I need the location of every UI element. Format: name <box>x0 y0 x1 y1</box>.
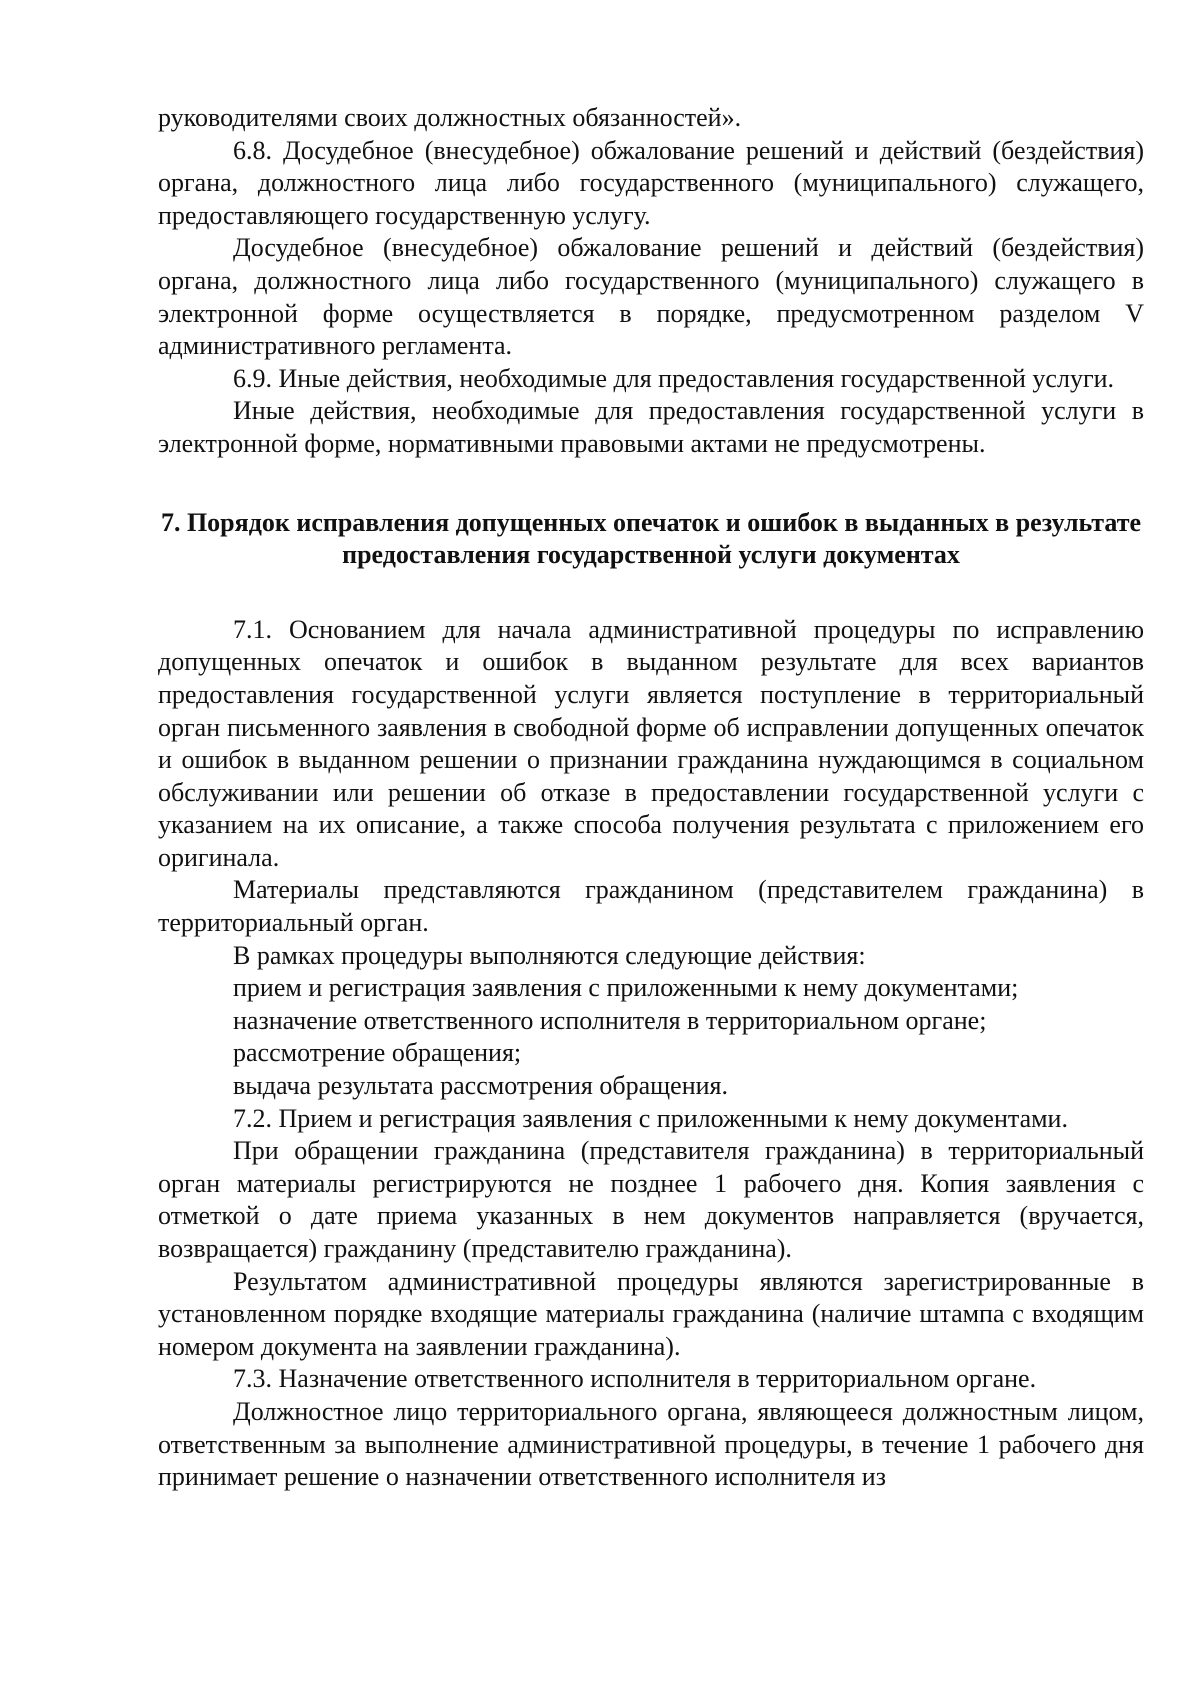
paragraph: Должностное лицо территориального органа, являющееся должностным лицом, ответственным за выполнение административной процедуры, в течение 1 рабочего дня принимает решение о назначении ответственного исполнителя из <box>158 1396 1144 1492</box>
paragraph: Иные действия, необходимые для предоставления государственной услуги в электронной форме, нормативными правовыми актами не предусмотрены. <box>158 396 1144 458</box>
paragraph-7-1: 7.1. Основанием для начала административной процедуры по исправлению допущенных опечаток и ошибок в выданном результате для всех вариантов предоставления государственной услуги является поступление в территориальный орган письменного заявления в свободной форме об исправлении допущенных опечаток и ошибок в выданном решении о признании гражданина нуждающимся в социальном обслуживании или решении об отказе в предоставлении государственной услуги с указанием на их описание, а также способа получения результата с приложением его оригинала. <box>158 614 1144 872</box>
paragraph-7-3: 7.3. Назначение ответственного исполнителя в территориальном органе. <box>233 1364 1037 1394</box>
paragraph: В рамках процедуры выполняются следующие действия: <box>233 940 866 970</box>
list-item: выдача результата рассмотрения обращения. <box>233 1071 728 1101</box>
paragraph: Результатом административной процедуры являются зарегистрированные в установленном порядке входящие материалы гражданина (наличие штампа с входящим номером документа на заявлении гражданина). <box>158 1266 1144 1361</box>
list-item: рассмотрение обращения; <box>233 1038 522 1068</box>
paragraph: При обращении гражданина (представителя гражданина) в территориальный орган материалы регистрируются не позднее 1 рабочего дня. Копия заявления с отметкой о дате приема указанных в нем документов направляется (вручается, возвращается) гражданину (представителю гражданина). <box>158 1136 1144 1263</box>
paragraph: руководителями своих должностных обязанностей». <box>158 103 742 132</box>
paragraph-6-9: 6.9. Иные действия, необходимые для предоставления государственной услуги. <box>233 363 1115 393</box>
paragraph-7-2: 7.2. Прием и регистрация заявления с приложенными к нему документами. <box>233 1103 1068 1133</box>
list-item: назначение ответственного исполнителя в территориальном органе; <box>233 1005 987 1035</box>
paragraph: Материалы представляются гражданином (представителем гражданина) в территориальный орган. <box>158 875 1144 938</box>
list-item: прием и регистрация заявления с приложенными к нему документами; <box>233 973 1019 1003</box>
document-page <box>158 102 1144 1494</box>
paragraph-6-8: 6.8. Досудебное (внесудебное) обжалование решений и действий (бездействия) органа, должностного лица либо государственного (муниципального) служащего, предоставляющего государственную услугу. <box>158 135 1144 230</box>
paragraph: Досудебное (внесудебное) обжалование решений и действий (бездействия) органа, должностного лица либо государственного (муниципального) служащего в электронной форме осуществляется в порядке, предусмотренном разделом V административного регламента. <box>158 233 1144 361</box>
section-heading: 7. Порядок исправления допущенных опечаток и ошибок в выданных в результате предоставления государственной услуги документах <box>160 507 1142 570</box>
